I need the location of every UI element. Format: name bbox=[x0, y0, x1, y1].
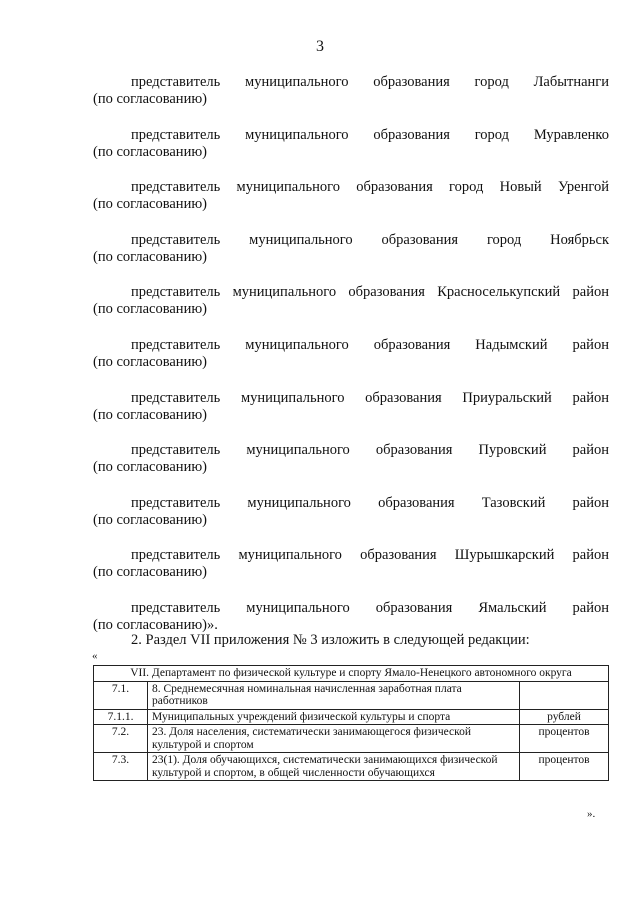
row-number: 7.2. bbox=[94, 725, 148, 753]
row-unit: процентов bbox=[520, 753, 609, 781]
representative-word: образования bbox=[381, 231, 459, 248]
representative-word: представитель bbox=[131, 126, 221, 143]
representative-word: Ноябрьск bbox=[550, 231, 609, 248]
representative-entry bbox=[93, 127, 609, 180]
item-2-heading: 2. Раздел VII приложения № 3 изложить в следующей редакции: bbox=[131, 632, 530, 648]
representative-word: муниципального bbox=[246, 442, 350, 459]
representative-entry bbox=[93, 232, 609, 285]
representative-word: Надымский bbox=[475, 336, 548, 353]
representative-word: представитель bbox=[131, 547, 221, 564]
section-vii-table bbox=[93, 665, 609, 781]
representative-line bbox=[93, 337, 609, 354]
representative-word: представитель bbox=[131, 74, 221, 90]
row-unit bbox=[520, 681, 609, 709]
page-number: 3 bbox=[316, 38, 324, 55]
representative-note: (по согласованию) bbox=[93, 353, 207, 370]
representative-word: Красноселькупский bbox=[437, 284, 561, 301]
table-section-title-row bbox=[94, 666, 609, 682]
closing-quote: ». bbox=[587, 808, 596, 820]
representative-word: район bbox=[572, 494, 609, 511]
table-row bbox=[94, 725, 609, 753]
row-unit: процентов bbox=[520, 725, 609, 753]
representative-entry bbox=[93, 442, 609, 495]
representative-word: муниципального bbox=[245, 126, 349, 143]
representative-word: район bbox=[572, 442, 609, 459]
representative-entry bbox=[93, 74, 609, 127]
representative-word: образования bbox=[378, 494, 455, 511]
representative-line bbox=[93, 127, 609, 144]
representative-word: город bbox=[486, 231, 522, 248]
row-indicator: 23(1). Доля обучающихся, систематически занимающихся физической культурой и спортом, в общей численности обучающихся bbox=[148, 753, 520, 781]
row-indicator: 8. Среднемесячная номинальная начисленная заработная плата работников bbox=[148, 681, 520, 709]
representative-word: Уренгой bbox=[557, 179, 609, 196]
representative-word: образования bbox=[360, 547, 437, 564]
representative-word: образования bbox=[375, 442, 453, 459]
representative-note: (по согласованию) bbox=[93, 301, 207, 318]
representative-line bbox=[93, 495, 609, 512]
representative-note: (по согласованию) bbox=[93, 459, 207, 476]
representative-word: город bbox=[449, 179, 484, 196]
representative-word: образования bbox=[365, 389, 442, 406]
representative-word: Шурышкарский bbox=[454, 547, 555, 564]
representative-note: (по согласованию) bbox=[93, 511, 207, 528]
representative-word: Ямальский bbox=[478, 599, 547, 616]
representative-word: муниципального bbox=[247, 494, 351, 511]
representative-word: образования bbox=[373, 126, 450, 143]
row-number: 7.1. bbox=[94, 681, 148, 709]
representative-word: представитель bbox=[131, 284, 221, 301]
representative-word: Пуровский bbox=[478, 442, 547, 459]
representative-word: представитель bbox=[131, 179, 221, 196]
row-indicator: Муниципальных учреждений физической культуры и спорта bbox=[148, 709, 520, 725]
representative-note: (по согласованию) bbox=[93, 406, 207, 423]
representative-line bbox=[93, 390, 609, 407]
row-number: 7.3. bbox=[94, 753, 148, 781]
representative-word: район bbox=[572, 389, 609, 406]
opening-quote: « bbox=[92, 650, 98, 662]
representative-note: (по согласованию)». bbox=[93, 616, 218, 633]
representative-word: образования bbox=[375, 599, 453, 616]
row-number: 7.1.1. bbox=[94, 709, 148, 725]
representative-word: район bbox=[572, 284, 609, 301]
representative-entry bbox=[93, 284, 609, 337]
representative-word: представитель bbox=[131, 389, 221, 406]
table-row bbox=[94, 709, 609, 725]
representative-word: Приуральский bbox=[462, 389, 552, 406]
representative-word: муниципального bbox=[249, 231, 353, 248]
representative-word: муниципального bbox=[245, 74, 349, 90]
representative-note: (по согласованию) bbox=[93, 196, 207, 213]
representative-word: представитель bbox=[131, 231, 221, 248]
representative-word: образования bbox=[348, 284, 425, 301]
representatives-list bbox=[93, 74, 609, 653]
representative-note: (по согласованию) bbox=[93, 91, 207, 107]
representative-word: муниципального bbox=[238, 547, 342, 564]
representative-line bbox=[93, 600, 609, 617]
representative-word: Лабытнанги bbox=[533, 74, 609, 90]
representative-word: город bbox=[474, 126, 510, 143]
row-unit: рублей bbox=[520, 709, 609, 725]
representative-word: муниципального bbox=[236, 179, 340, 196]
representative-word: образования bbox=[373, 74, 450, 90]
table-row bbox=[94, 753, 609, 781]
representative-note: (по согласованию) bbox=[93, 143, 207, 160]
representative-word: образования bbox=[373, 336, 451, 353]
representative-word: муниципального bbox=[232, 284, 337, 301]
representative-word: Новый bbox=[499, 179, 542, 196]
representative-word: Муравленко bbox=[533, 126, 609, 143]
representative-entry bbox=[93, 179, 609, 232]
representative-word: представитель bbox=[131, 494, 221, 511]
section-title: VII. Департамент по физической культуре и спорту Ямало-Ненецкого автономного округа bbox=[94, 666, 609, 682]
representative-line bbox=[93, 232, 609, 249]
representative-word: образования bbox=[356, 179, 433, 196]
representative-entry bbox=[93, 547, 609, 600]
representative-note: (по согласованию) bbox=[93, 564, 207, 581]
representative-word: представитель bbox=[131, 336, 221, 353]
representative-word: представитель bbox=[131, 442, 221, 459]
row-indicator: 23. Доля населения, систематически занимающегося физической культурой и спортом bbox=[148, 725, 520, 753]
representative-line bbox=[93, 284, 609, 301]
representative-word: район bbox=[572, 599, 609, 616]
representative-word: муниципального bbox=[246, 599, 350, 616]
representative-word: муниципального bbox=[245, 336, 349, 353]
representative-line bbox=[93, 442, 609, 459]
representative-word: район bbox=[572, 547, 609, 564]
representative-word: представитель bbox=[131, 599, 221, 616]
representative-entry bbox=[93, 495, 609, 548]
representative-word: район bbox=[572, 336, 609, 353]
representative-note: (по согласованию) bbox=[93, 248, 207, 265]
representative-word: город bbox=[474, 74, 509, 90]
table-row bbox=[94, 681, 609, 709]
representative-line bbox=[93, 179, 609, 196]
representative-entry bbox=[93, 390, 609, 443]
representative-word: муниципального bbox=[240, 389, 345, 406]
representative-line bbox=[93, 74, 609, 91]
representative-line bbox=[93, 547, 609, 564]
representative-word: Тазовский bbox=[481, 494, 546, 511]
representative-entry bbox=[93, 337, 609, 390]
